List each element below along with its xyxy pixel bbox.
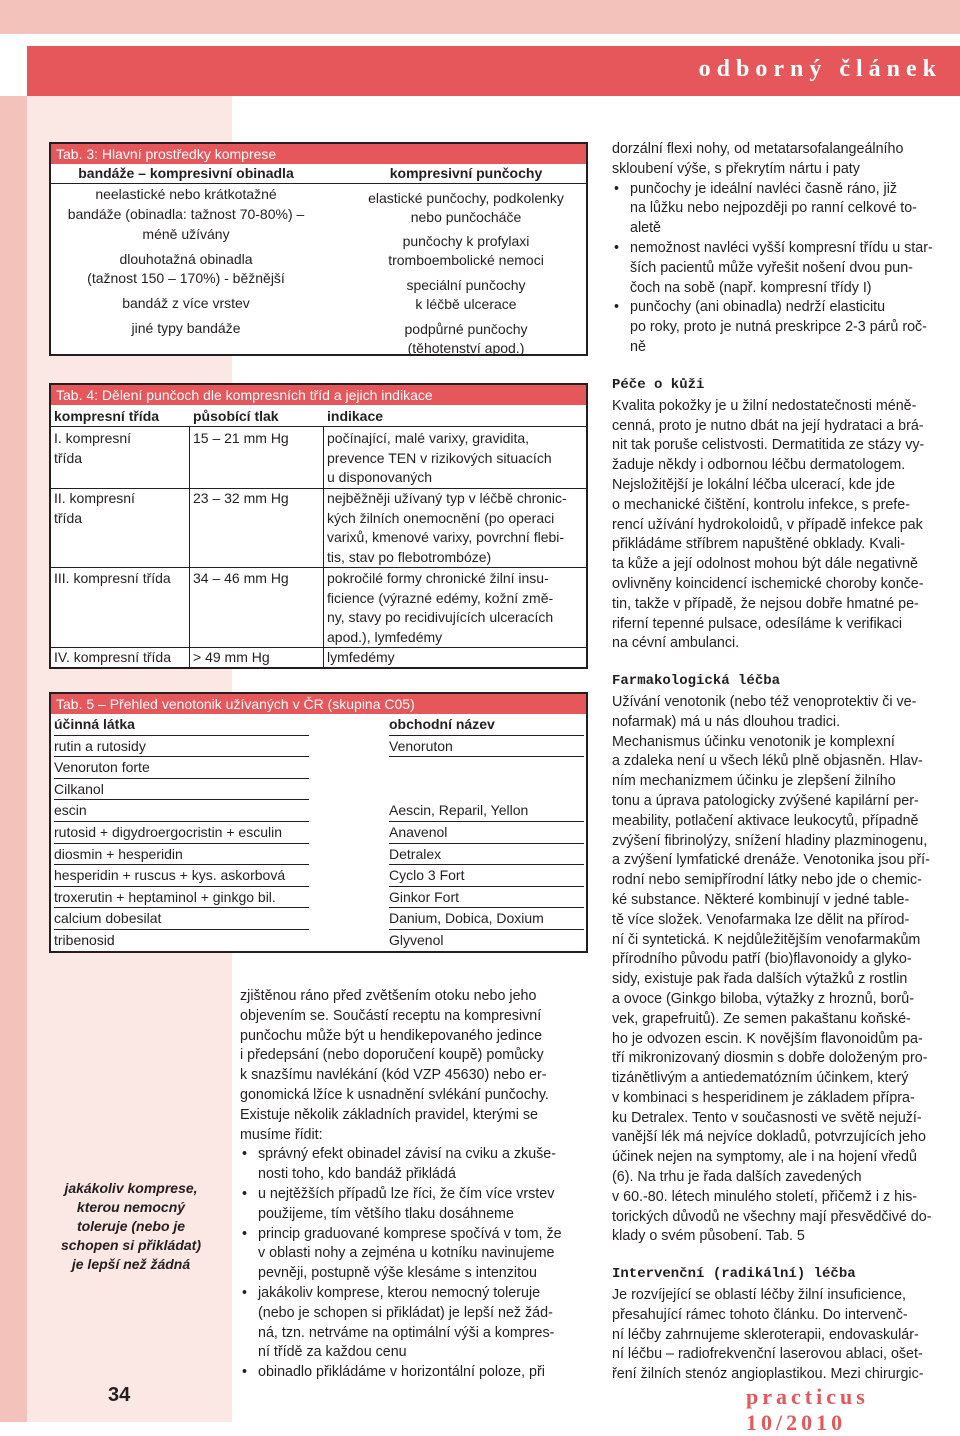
table-4-class-line: třída xyxy=(54,509,83,526)
text-line: a ovoce (Ginkgo biloba, výtažky z hroznů, borů- xyxy=(612,990,914,1007)
text-line: vanější lék má nejvíce dokladů, potvrzujících jeho xyxy=(612,1129,926,1146)
table-4-header: indikace xyxy=(327,408,384,424)
text-line: zvýšení fibrinolýzy, snížení hladiny plazminogenu, xyxy=(612,832,928,849)
text-line: a zvýšení lymfatické drenáže. Venotonika jsou pří- xyxy=(612,852,930,869)
table-3-right-item: nebo punčocháče xyxy=(410,209,522,225)
table-4-indication-line: ficience (výrazné edémy, kožní změ- xyxy=(327,589,554,606)
text-line: rodní nebo semipřírodní látky nebo jde o chemic- xyxy=(612,872,922,889)
text-line: v 60.-80. létech minulého století, přičemž i z his- xyxy=(612,1188,918,1205)
text-line: Užívání venotonik (nebo též venoprotektiv či ve- xyxy=(612,693,917,710)
table-4-indication-line: varixů, kmenové varixy, povrchní flebi- xyxy=(327,529,565,545)
table-row xyxy=(51,908,586,930)
text-line: Nejsložitější je lokální léčba ulcerací, kde jde xyxy=(612,476,895,493)
table-3-right-item: punčochy k profylaxi xyxy=(402,233,530,249)
text-line: gonomická lžíce k usnadnění svlékání punčochy. xyxy=(240,1086,549,1103)
table-row xyxy=(51,865,586,887)
column-3-main-text xyxy=(612,376,958,1385)
table-row xyxy=(51,844,586,866)
text-line: přesahující rámec tohoto článku. Do intervenč- xyxy=(612,1306,908,1323)
table-5-substance: Cilkanol xyxy=(54,780,104,797)
text-line: tě více složek. Venofarmaka lze dělit na přírod- xyxy=(612,911,910,928)
pull-quote-line: schopen si přikládat) xyxy=(60,1237,202,1253)
text-line: vek, grapefruitů). Ze semen pakaštanu koňské- xyxy=(612,1010,911,1027)
table-row xyxy=(51,930,586,952)
list-item xyxy=(240,1284,589,1363)
text-line: ku Detralex. Tento v současnosti ve světě nejuží- xyxy=(612,1109,922,1126)
text-line: rencí užívání hydrokoloidů, v případě infekce pak xyxy=(612,516,923,533)
table-3-right-item: k léčbě ulcerace xyxy=(415,296,517,312)
text-line: účinek nejen na symptomy, ale i na hojení vředů xyxy=(612,1149,917,1166)
page-number: 34 xyxy=(108,1384,131,1406)
text-line: skloubení výše, s překrytím nártu i paty xyxy=(612,160,860,177)
text-line: ších pacientů může vyřešit nošení dvou pun- xyxy=(630,259,913,276)
text-line: tizánětlivým a antiedematózním účinkem, který xyxy=(612,1070,909,1087)
table-5-header: obchodní název xyxy=(389,716,495,732)
table-5-substance: troxerutin + heptaminol + ginkgo bil. xyxy=(54,888,276,905)
table-4-col-divider xyxy=(323,426,324,669)
text-line: ná, tzn. netrváme na optimální výši a kompres- xyxy=(258,1324,555,1341)
section-title: odborný článek xyxy=(698,56,942,82)
table-4-class: IV. kompresní třída xyxy=(54,649,171,665)
table-4-indication-line: počínající, malé varixy, gravidita, xyxy=(327,430,530,446)
text-line: Mechanismus účinku venotonik je komplexní xyxy=(612,733,895,750)
intervention-paragraph xyxy=(612,1286,958,1385)
list-item xyxy=(240,1145,589,1185)
table-3-right-item: speciální punčochy xyxy=(406,277,526,293)
pull-quote-line: jakákoliv komprese, xyxy=(64,1180,198,1196)
text-line: • u nejtěžších případů lze říci, že čím více vrstev xyxy=(258,1185,555,1202)
table-4-header: kompresní třída xyxy=(54,408,160,424)
text-line: • princip graduované komprese spočívá v tom, že xyxy=(258,1225,562,1242)
table-4-class-line: II. kompresní xyxy=(54,490,135,506)
column-3-top-text xyxy=(612,140,958,358)
table-row xyxy=(51,800,586,822)
table-5-brand: Ginkor Fort xyxy=(389,888,460,905)
text-line: ření žilních stenóz angioplastikou. Mezi chirurgic- xyxy=(612,1366,924,1383)
text-line: Kvalita pokožky je u žilní nedostatečnosti méně- xyxy=(612,397,917,414)
section-heading: Péče o kůži xyxy=(612,377,705,393)
table-3-left-item: jiné typy bandáže xyxy=(131,320,241,336)
table-4-indication-line: nejběžněji užívaný typ v léčbě chronic- xyxy=(327,490,567,506)
text-line: použijeme, tím většího tlaku dosáhneme xyxy=(258,1205,514,1222)
text-line: přírodního původu patří (bio)flavonoidy a glyko- xyxy=(612,951,912,968)
table-3-right-item: podpůrné punčochy xyxy=(404,321,528,337)
text-line: ta kůže a její odolnost mohou být dále negativně xyxy=(612,556,919,573)
bullet-list xyxy=(612,180,958,358)
table-5-brand: Anavenol xyxy=(389,824,448,840)
table-4-indication-line: u disponovaných xyxy=(327,469,433,485)
text-line: ně xyxy=(630,338,646,355)
list-item xyxy=(612,298,958,357)
list-item xyxy=(240,1363,589,1383)
text-line: ním mechanizmem účinku je zlepšení žilního xyxy=(612,773,896,790)
text-line: sidy, existuje pak řada dalších výtažků z rostlin xyxy=(612,971,908,988)
column-2-paragraph xyxy=(240,987,589,1145)
table-5-substance: calcium dobesilat xyxy=(54,910,162,927)
table-row xyxy=(51,887,586,909)
table-4-indication-line: tis, stav po flebotrombóze) xyxy=(327,548,492,565)
text-line: přikládáme stříbrem napuštěné obklady. Kvali- xyxy=(612,536,905,553)
table-4-indication xyxy=(327,489,567,567)
table-5-substance: hesperidin + ruscus + kys. askorbová xyxy=(54,867,286,884)
text-line: Existuje několik základních pravidel, kterými se xyxy=(240,1106,538,1123)
text-line: ní či syntetická. K nejdůležitějším venofarmakům xyxy=(612,931,921,948)
text-line: aletě xyxy=(630,220,662,237)
text-line: nit tak poruše celistvosti. Dermatitida ze stázy vy- xyxy=(612,437,925,454)
table-3-left-item: bandáž z více vrstev xyxy=(122,295,250,311)
table-5-substance: tribenosid xyxy=(54,932,115,948)
table-4-indication-line: kých žilních onemocnění (po operaci xyxy=(327,509,555,526)
text-line: a zdaleka není u všech léků plně objasněn. Hlav- xyxy=(612,753,923,770)
table-row xyxy=(51,736,586,758)
list-item xyxy=(612,239,958,298)
table-4-rule xyxy=(51,567,586,568)
pull-quote-line: kterou nemocný xyxy=(76,1199,186,1215)
table-4-pressure: 34 – 46 mm Hg xyxy=(193,570,289,586)
pharma-paragraph xyxy=(612,693,958,1247)
table-5-header-row xyxy=(51,714,586,736)
text-line: nofarmak) má u nás dlouhou tradici. xyxy=(612,713,841,730)
table-4 xyxy=(49,383,588,669)
table-4-class-line: třída xyxy=(54,449,83,466)
table-3 xyxy=(49,142,588,356)
table-5-substance: rutin a rutosidy xyxy=(54,737,146,754)
pull-quote-line: je lepší než žádná xyxy=(71,1256,191,1272)
table-5-brand: Cyclo 3 Fort xyxy=(389,867,465,884)
text-line: ní léčbu – radiofrekvenční laserovou ablaci, ošet- xyxy=(612,1346,923,1363)
table-4-pressure: 15 – 21 mm Hg xyxy=(193,430,289,446)
table-4-class-line: I. kompresní xyxy=(54,430,132,446)
text-line: • správný efekt obinadel závisí na cviku a zkuše- xyxy=(258,1146,557,1163)
text-line: na cévní ambulanci. xyxy=(612,635,740,652)
table-4-class xyxy=(54,489,135,528)
pull-quote xyxy=(52,1179,210,1274)
table-3-right-header: kompresivní punčochy xyxy=(389,165,543,181)
table-4-col-divider xyxy=(189,426,190,669)
text-line: • punčochy je ideální navléci časně ráno, již xyxy=(630,180,898,197)
text-line: musíme řídit: xyxy=(240,1126,323,1143)
text-line: (nebo je schopen si přikládat) je lepší než žád- xyxy=(258,1304,553,1321)
table-3-title: Tab. 3: Hlavní prostředky komprese xyxy=(51,144,586,164)
table-3-left-item: neelastické nebo krátkotažné xyxy=(95,186,277,202)
text-line: v oblasti nohy a zejména u kotníku navinujeme xyxy=(258,1245,555,1262)
text-line: punčochu může být u hendikepovaného jedince xyxy=(240,1027,543,1044)
text-line: čoch na sobě (např. kompresní třídy I) xyxy=(630,279,872,296)
text-line: ké substance. Některé kombinují v jedné table- xyxy=(612,891,910,908)
left-margin-strip xyxy=(0,96,27,1422)
table-5-substance: escin xyxy=(54,802,87,819)
table-5 xyxy=(49,692,588,953)
text-line: cenná, proto je nutno dbát na její hydrataci a brá- xyxy=(612,417,924,434)
text-line: • jakákoliv komprese, kterou nemocný toleruje xyxy=(258,1284,541,1301)
text-line: zjištěnou ráno před zvětšením otoku nebo jeho xyxy=(240,988,537,1004)
table-3-right-item: (těhotenství apod.) xyxy=(407,340,525,356)
section-heading: Intervenční (radikální) léčba xyxy=(612,1266,856,1283)
text-line: o mechanické čištění, kontrolu infekce, s prefe- xyxy=(612,496,910,513)
text-line: • obinadlo přikládáme v horizontální poloze, při xyxy=(258,1364,545,1381)
spacer xyxy=(612,654,958,672)
table-3-right-item: tromboembolické nemoci xyxy=(388,252,544,268)
table-4-indication-line: pokročilé formy chronické žilní insu- xyxy=(327,570,549,586)
table-4-class xyxy=(54,429,131,468)
text-line: ho je odvozen escin. K novějším flavonoidům pa- xyxy=(612,1030,923,1047)
skin-care-paragraph xyxy=(612,397,958,654)
text-line: tin, takže v případě, že nejsou dobře hmatné pe- xyxy=(612,595,919,612)
text-line: na lůžku nebo nejpozději po ranní celkové to- xyxy=(630,200,917,217)
text-line: v kombinaci s hesperidinem je základem přípra- xyxy=(612,1089,915,1106)
table-5-brand: Glyvenol xyxy=(389,932,444,948)
table-3-left-item: méně užívány xyxy=(142,226,230,242)
text-line: ní léčby zahrnujeme skleroterapii, endovaskulár- xyxy=(612,1326,919,1343)
text-line: (6). Na trhu je řada dalších zavedených xyxy=(612,1169,862,1186)
table-4-indication-line: apod.), lymfedémy xyxy=(327,628,443,645)
table-5-substance: Venoruton forte xyxy=(54,759,150,776)
table-5-brand: Danium, Dobica, Doxium xyxy=(389,910,544,927)
text-line: žaduje někdy i odbornou léčbu dermatologem. xyxy=(612,457,906,474)
table-3-header-rule xyxy=(51,183,586,184)
text-line: ní třídě za každou cenu xyxy=(258,1344,407,1361)
pull-quote-line: toleruje (nebo je xyxy=(76,1218,186,1234)
table-3-right-item: elastické punčochy, podkolenky xyxy=(368,190,564,206)
list-item xyxy=(612,180,958,239)
table-5-header: účinná látka xyxy=(54,716,135,732)
table-5-brand: Aescin, Reparil, Yellon xyxy=(389,802,529,819)
text-line: i předepsání (nebo doporučení koupě) pomůcky xyxy=(240,1047,544,1064)
section-heading: Farmakologická léčba xyxy=(612,673,781,690)
table-4-rule xyxy=(51,426,586,427)
table-3-left-item: (tažnost 150 – 170%) - běžnější xyxy=(87,270,285,286)
text-line: tonu a úprava patologicky zvýšené kapilární per- xyxy=(612,792,919,809)
text-line: • punčochy (ani obinadla) nedrží elasticitu xyxy=(630,299,886,316)
column-2-bottom-text xyxy=(240,987,589,1383)
table-3-left-item: bandáže (obinadla: tažnost 70-80%) – xyxy=(67,206,305,222)
table-5-substance: diosmin + hesperidin xyxy=(54,845,183,862)
text-line: pevněji, postupně výše klesáme s intenzitou xyxy=(258,1265,537,1282)
text-line: k snazšímu navlékání (kód VZP 45630) nebo er- xyxy=(240,1067,547,1084)
text-line: Je rozvíjející se oblastí léčby žilní insuficience, xyxy=(612,1287,907,1304)
text-line: dorzální flexi nohy, od metatarsofalangeálního xyxy=(612,141,904,157)
bullet-list xyxy=(240,1145,589,1383)
list-item xyxy=(240,1185,589,1225)
table-4-indication xyxy=(327,429,552,488)
text-line: nosti toho, kdo bandáž přikládá xyxy=(258,1166,456,1183)
text-line: torických důvodů ne všechny mají přesvědčivé do- xyxy=(612,1208,932,1225)
table-row xyxy=(51,822,586,844)
table-3-left-item: dlouhotažná obinadla xyxy=(119,251,253,267)
table-row xyxy=(51,779,586,801)
table-4-indication xyxy=(327,569,553,647)
table-5-substance: rutosid + digydroergocristin + esculin xyxy=(54,824,283,840)
table-4-class: III. kompresní třída xyxy=(54,570,171,586)
table-4-title: Tab. 4: Dělení punčoch dle kompresních tříd a jejich indikace xyxy=(51,385,586,405)
text-line: ovlivněny koincidencí ischemické choroby konče- xyxy=(612,575,924,592)
table-4-indication: lymfedémy xyxy=(327,649,395,665)
text-line: • nemožnost navléci vyšší kompresní třídu u star- xyxy=(630,239,933,256)
journal-footer: practicus 10/2010 xyxy=(746,1384,869,1435)
text-line: po roky, proto je nutná preskripce 2-3 párů roč- xyxy=(630,319,927,336)
table-3-left-header: bandáže – kompresivní obinadla xyxy=(78,165,294,181)
table-4-indication-line: prevence TEN v rizikových situacích xyxy=(327,449,552,466)
list-item xyxy=(240,1225,589,1284)
text-line: meability, potlačení aktivace leukocytů, případně xyxy=(612,812,919,829)
table-5-brand: Detralex xyxy=(389,845,442,862)
table-row xyxy=(51,757,586,779)
table-4-pressure: 23 – 32 mm Hg xyxy=(193,490,289,506)
table-4-pressure: > 49 mm Hg xyxy=(193,649,270,665)
table-4-header: působící tlak xyxy=(193,408,279,424)
header-band xyxy=(0,0,960,34)
spacer xyxy=(612,1247,958,1265)
table-5-brand: Venoruton xyxy=(389,737,453,754)
text-line: objevením se. Součástí receptu na kompresivní xyxy=(240,1007,542,1024)
table-5-title: Tab. 5 – Přehled venotonik užívaných v ČR (skupina C05) xyxy=(51,694,586,714)
table-4-indication-line: ny, stavy po recidivujících ulceracích xyxy=(327,609,554,625)
text-line: riferní tepenné pulsace, odesíláme k verifikaci xyxy=(612,615,903,632)
text-line: klady o svém působení. Tab. 5 xyxy=(612,1228,805,1245)
text-line: tří mikronizovaný diosmin s dobře doloženým pro- xyxy=(612,1050,928,1067)
